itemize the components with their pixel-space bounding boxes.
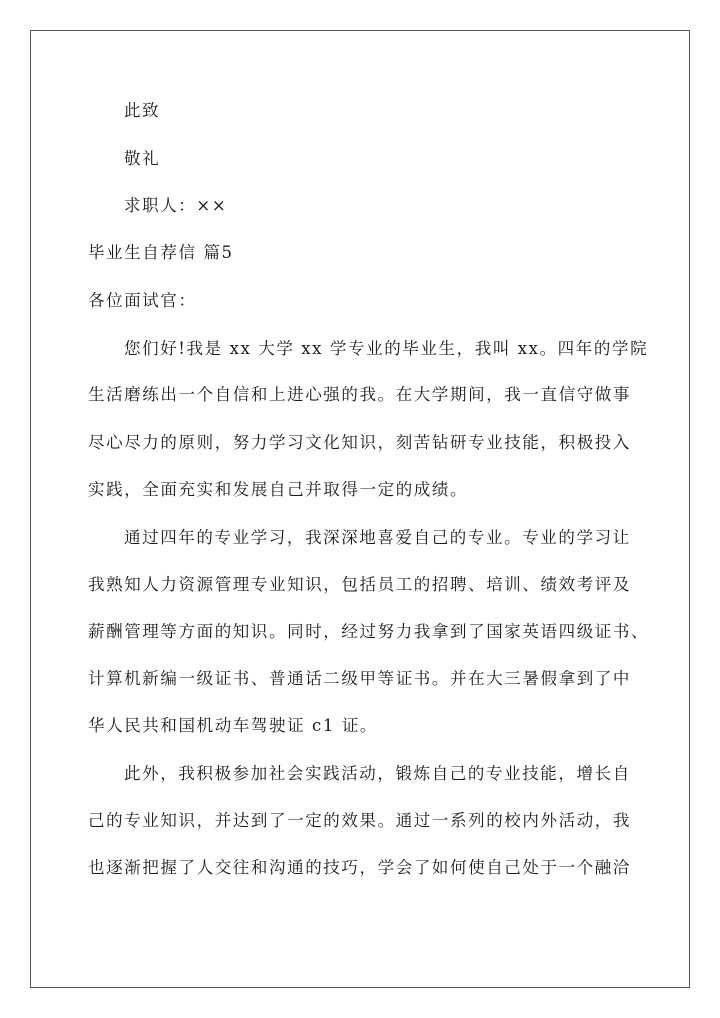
section-title: 毕业生自荐信 篇5 xyxy=(88,243,234,262)
closing-regards: 敬礼 xyxy=(124,149,161,168)
paragraph-1-line-3: 尽心尽力的原则，努力学习文化知识，刻苦钻研专业技能，积极投入 xyxy=(88,433,631,452)
applicant-signature: 求职人：×× xyxy=(124,196,228,215)
paragraph-1-line-1: 您们好!我是 xx 大学 xx 学专业的毕业生，我叫 xx。四年的学院 xyxy=(124,339,649,358)
paragraph-3-line-2: 己的专业知识，并达到了一定的效果。通过一系列的校内外活动，我 xyxy=(88,811,631,830)
greeting: 各位面试官： xyxy=(88,291,197,310)
paragraph-2-line-3: 薪酬管理等方面的知识。同时，经过努力我拿到了国家英语四级证书、 xyxy=(88,622,650,641)
paragraph-3-line-1: 此外，我积极参加社会实践活动，锻炼自己的专业技能，增长自 xyxy=(124,764,631,783)
paragraph-1-line-2: 生活磨练出一个自信和上进心强的我。在大学期间，我一直信守做事 xyxy=(88,385,631,404)
paragraph-2-line-5: 华人民共和国机动车驾驶证 c1 证。 xyxy=(88,716,379,735)
paragraph-2-line-2: 我熟知人力资源管理专业知识，包括员工的招聘、培训、绩效考评及 xyxy=(88,575,631,594)
paragraph-2-line-4: 计算机新编一级证书、普通话二级甲等证书。并在大三暑假拿到了中 xyxy=(88,669,631,688)
closing-salutation: 此致 xyxy=(124,101,161,120)
page-border xyxy=(30,30,690,988)
paragraph-3-line-3: 也逐渐把握了人交往和沟通的技巧，学会了如何使自己处于一个融洽 xyxy=(88,858,631,877)
paragraph-1-line-4: 实践，全面充实和发展自己并取得一定的成绩。 xyxy=(88,480,469,499)
paragraph-2-line-1: 通过四年的专业学习，我深深地喜爱自己的专业。专业的学习让 xyxy=(124,528,631,547)
